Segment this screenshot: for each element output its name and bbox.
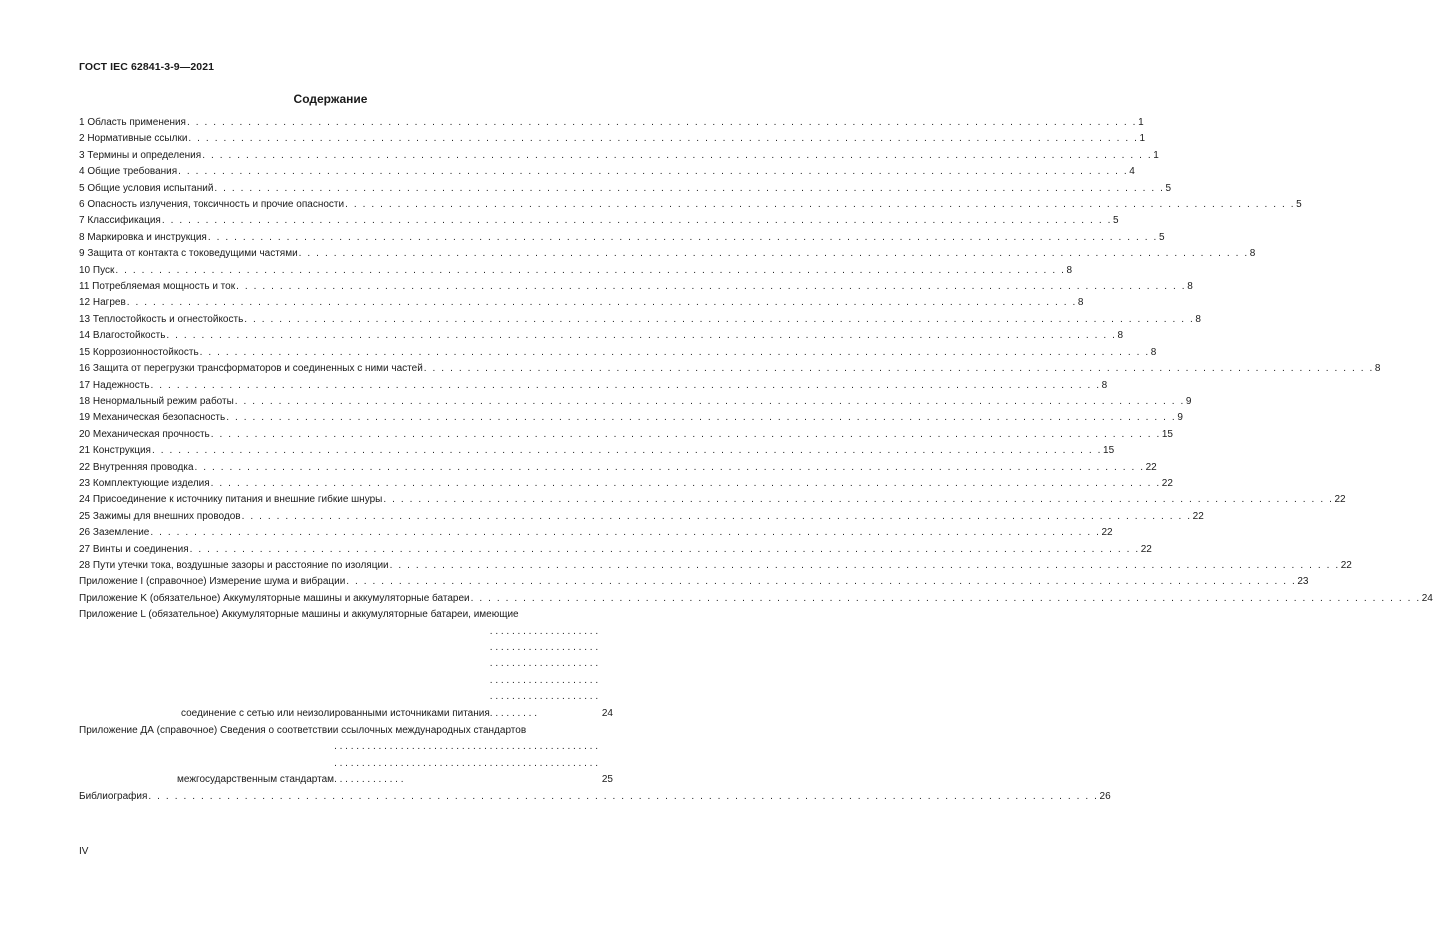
- toc-entry[interactable]: [79, 492, 1346, 508]
- toc-page-number: 22: [1140, 543, 1152, 555]
- toc-entry-label: 14 Влагостойкость: [79, 330, 166, 342]
- toc-entry-label: Приложение I (справочное) Измерение шума и вибрации: [79, 576, 346, 588]
- toc-page-number: 8: [1077, 297, 1084, 309]
- toc-entry-label: 27 Винты и соединения: [79, 543, 189, 555]
- toc-entry[interactable]: [79, 378, 1108, 394]
- toc-leader-dots: . . . . . . . . . . . . . . . . . . . . . . . . . . . . . . . . . . . . . . . . . . . . . . . . . . . . . . . . . . . . . . . . . . . . . . . . . . . . . . . . . . . . . . . . . . . . . . . . . . . . . . . . . . . . .: [334, 741, 599, 786]
- toc-entry[interactable]: [79, 460, 1157, 476]
- toc-leader-dots: . . . . . . . . . . . . . . . . . . . . . . . . . . . . . . . . . . . . . . . . . . . . . . . . . . . . . . . . . . . . . . . . . . . . . . . . . . . . . . . . . . . . . . . . . . . . . . . . . . . . . . . . . . . . .: [244, 313, 1195, 325]
- toc-page-number: 25: [601, 774, 613, 786]
- toc-leader-dots: . . . . . . . . . . . . . . . . . . . . . . . . . . . . . . . . . . . . . . . . . . . . . . . . . . . . . . . . . . . . . . . . . . . . . . . . . . . . . . . . . . . . . . . . . . . . . . . . . . . . . . . . . . . . .: [234, 395, 1185, 407]
- toc-page-number: 8: [1374, 363, 1381, 375]
- toc-leader-dots: . . . . . . . . . . . . . . . . . . . . . . . . . . . . . . . . . . . . . . . . . . . . . . . . . . . . . . . . . . . . . . . . . . . . . . . . . . . . . . . . . . . . . . . . . . . . . . . . . . . . . . . . . . . . .: [194, 461, 1145, 473]
- toc-leader-dots: . . . . . . . . . . . . . . . . . . . . . . . . . . . . . . . . . . . . . . . . . . . . . . . . . . . . . . . . . . . . . . . . . . . . . . . . . . . . . . . . . . . . . . . . . . . . . . . . . . . . . . . . . . . . .: [210, 477, 1161, 489]
- toc-page-number: 1: [1139, 133, 1146, 145]
- toc-entry[interactable]: [79, 345, 1157, 361]
- toc-entry[interactable]: [79, 197, 1302, 213]
- toc-entry-label: 12 Нагрев: [79, 297, 126, 309]
- toc-entry-label: 28 Пути утечки тока, воздушные зазоры и расстояние по изоляции: [79, 559, 389, 571]
- toc-page-number: 22: [1334, 494, 1346, 506]
- toc-entry[interactable]: [79, 525, 1113, 541]
- toc-entry-label: 18 Ненормальный режим работы: [79, 395, 234, 407]
- toc-page-number: 5: [1158, 231, 1165, 243]
- toc-leader-dots: . . . . . . . . . . . . . . . . . . . . . . . . . . . . . . . . . . . . . . . . . . . . . . . . . . . . . . . . . . . . . . . . . . . . . . . . . . . . . . . . . . . . . . . . . . . . . . . . . . . . . . . . . . . . .: [186, 117, 1138, 128]
- toc-entry-label-continued: соединение с сетью или неизолированными источниками питания: [181, 707, 490, 719]
- toc-leader-dots: . . . . . . . . . . . . . . . . . . . . . . . . . . . . . . . . . . . . . . . . . . . . . . . . . . . . . . . . . . . . . . . . . . . . . . . . . . . . . . . . . . . . . . . . . . . . . . . . . . . . . . . . . . . . .: [236, 281, 1187, 293]
- toc-page-number: 1: [1138, 117, 1144, 128]
- toc-page-number: 8: [1066, 264, 1073, 276]
- toc-page-number: 8: [1249, 248, 1256, 260]
- toc-leader-dots: . . . . . . . . . . . . . . . . . . . . . . . . . . . . . . . . . . . . . . . . . . . . . . . . . . . . . . . . . . . . . . . . . . . . . . . . . . . . . . . . . . . . . . . . . . . . . . . . . . . . . . . . . . . . .: [423, 363, 1374, 375]
- toc-entry-label-continued: межгосударственным стандартам: [177, 774, 335, 786]
- toc-leader-dots: . . . . . . . . . . . . . . . . . . . . . . . . . . . . . . . . . . . . . . . . . . . . . . . . . . . . . . . . . . . . . . . . . . . . . . . . . . . . . . . . . . . . . . . . . . . . . . . . . . . . . . . . . . . . .: [241, 510, 1192, 522]
- toc-entry[interactable]: [79, 361, 1381, 377]
- toc-leader-dots: . . . . . . . . . . . . . . . . . . . . . . . . . . . . . . . . . . . . . . . . . . . . . . . . . . . . . . . . . . . . . . . . . . . . . . . . . . . . . . . . . . . . . . . . . . . . . . . . . . . . . . . . . . . . .: [178, 166, 1129, 178]
- toc-entry[interactable]: [79, 263, 1073, 279]
- toc-entry-label: 3 Термины и определения: [79, 149, 202, 161]
- toc-page-number: 1: [1153, 149, 1159, 161]
- toc-entry[interactable]: [79, 443, 1115, 459]
- toc-entry-label: 21 Конструкция: [79, 445, 151, 457]
- toc-entry[interactable]: [79, 115, 1144, 131]
- toc-entry[interactable]: [79, 148, 1159, 164]
- toc-leader-dots: . . . . . . . . . . . . . . . . . . . . . . . . . . . . . . . . . . . . . . . . . . . . . . . . . . . . . . . . . . . . . . . . . . . . . . . . . . . . . . . . . . . . . . . . . . . . . . . . . . . . . . . . . . . . .: [126, 297, 1077, 309]
- toc-entry-label: 20 Механическая прочность: [79, 428, 210, 440]
- toc-page-number: 24: [1421, 592, 1433, 604]
- toc-leader-dots: . . . . . . . . . . . . . . . . . . . . . . . . . . . . . . . . . . . . . . . . . . . . . . . . . . . . . . . . . . . . . . . . . . . . . . . . . . . . . . . . . . . . . . . . . . . . . . . . . . . . . . . . . . . . .: [150, 527, 1101, 539]
- toc-leader-dots: . . . . . . . . . . . . . . . . . . . . . . . . . . . . . . . . . . . . . . . . . . . . . . . . . . . . . . . . . . . . . . . . . . . . . . . . . . . . . . . . . . . . . . . . . . . . . . . . . . . . . . . . . . . . .: [346, 576, 1297, 588]
- toc-page-number: 8: [1195, 313, 1201, 325]
- toc-page-number: 8: [1187, 281, 1193, 293]
- toc-entry-label: Приложение K (обязательное) Аккумуляторные машины и аккумуляторные батареи: [79, 592, 470, 604]
- toc-entry-label: 15 Коррозионностойкость: [79, 346, 199, 358]
- toc-page-number: 24: [601, 707, 613, 719]
- toc-entry[interactable]: [79, 246, 1256, 262]
- toc-leader-dots: . . . . . . . . . . . . . . . . . . . . . . . . . . . . . . . . . . . . . . . . . . . . . . . . . . . . . . . . . . . . . . . . . . . . . . . . . . . . . . . . . . . . . . . . . . . . . . . . . . . . . . . . . . . . .: [389, 559, 1340, 571]
- toc-page-number: 5: [1296, 199, 1302, 211]
- toc-page-number: 22: [1161, 477, 1173, 489]
- toc-page-number: 8: [1117, 330, 1124, 342]
- toc-page-number: 4: [1129, 166, 1135, 178]
- toc-entry-label: 5 Общие условия испытаний: [79, 182, 214, 194]
- toc-entry-label: 16 Защита от перегрузки трансформаторов и соединенных с ними частей: [79, 363, 423, 375]
- toc-entry[interactable]: [79, 509, 1204, 525]
- toc-page-number: 5: [1112, 215, 1119, 227]
- toc-entry[interactable]: [79, 558, 1352, 574]
- toc-page-number: 22: [1145, 461, 1157, 473]
- toc-leader-dots: . . . . . . . . . . . . . . . . . . . . . . . . . . . . . . . . . . . . . . . . . . . . . . . . . . . . . . . . . . . . . . . . . . . . . . . . . . . . . . . . . . . . . . . . . . . . . . . . . . . . . . . . . . . . .: [202, 149, 1153, 161]
- toc-leader-dots: . . . . . . . . . . . . . . . . . . . . . . . . . . . . . . . . . . . . . . . . . . . . . . . . . . . . . . . . . . . . . . . . . . . . . . . . . . . . . . . . . . . . . . . . . . . . . . . . . . . . . . . . . . . . .: [489, 625, 599, 719]
- toc-leader-dots: . . . . . . . . . . . . . . . . . . . . . . . . . . . . . . . . . . . . . . . . . . . . . . . . . . . . . . . . . . . . . . . . . . . . . . . . . . . . . . . . . . . . . . . . . . . . . . . . . . . . . . . . . . . . .: [150, 379, 1101, 391]
- toc-entry-label: 23 Комплектующие изделия: [79, 477, 210, 489]
- toc-entry-label: 24 Присоединение к источнику питания и внешние гибкие шнуры: [79, 494, 383, 506]
- toc-leader-dots: . . . . . . . . . . . . . . . . . . . . . . . . . . . . . . . . . . . . . . . . . . . . . . . . . . . . . . . . . . . . . . . . . . . . . . . . . . . . . . . . . . . . . . . . . . . . . . . . . . . . . . . . . . . . .: [226, 412, 1177, 424]
- toc-entry[interactable]: [79, 131, 1146, 147]
- toc-page-number: 8: [1150, 346, 1157, 358]
- toc-entry[interactable]: [79, 213, 1119, 229]
- document-header: ГОСТ IEC 62841-3-9—2021: [79, 61, 215, 73]
- toc-entry-label: 2 Нормативные ссылки: [79, 133, 188, 145]
- toc-page-number: 9: [1185, 395, 1192, 407]
- toc-entry[interactable]: [79, 181, 1172, 197]
- toc-entry-label: 13 Теплостойкость и огнестойкость: [79, 313, 244, 325]
- toc-page-number: 22: [1340, 559, 1352, 571]
- toc-leader-dots: . . . . . . . . . . . . . . . . . . . . . . . . . . . . . . . . . . . . . . . . . . . . . . . . . . . . . . . . . . . . . . . . . . . . . . . . . . . . . . . . . . . . . . . . . . . . . . . . . . . . . . . . . . . . .: [199, 346, 1150, 358]
- toc-leader-dots: . . . . . . . . . . . . . . . . . . . . . . . . . . . . . . . . . . . . . . . . . . . . . . . . . . . . . . . . . . . . . . . . . . . . . . . . . . . . . . . . . . . . . . . . . . . . . . . . . . . . . . . . . . . . .: [210, 428, 1161, 440]
- toc-entry[interactable]: [79, 279, 1193, 295]
- toc-entry-label: Библиография: [79, 790, 148, 802]
- toc-entry-label: 19 Механическая безопасность: [79, 412, 226, 424]
- toc-leader-dots: . . . . . . . . . . . . . . . . . . . . . . . . . . . . . . . . . . . . . . . . . . . . . . . . . . . . . . . . . . . . . . . . . . . . . . . . . . . . . . . . . . . . . . . . . . . . . . . . . . . . . . . . . . . . .: [214, 182, 1165, 194]
- toc-entry[interactable]: [79, 410, 1183, 426]
- toc-leader-dots: . . . . . . . . . . . . . . . . . . . . . . . . . . . . . . . . . . . . . . . . . . . . . . . . . . . . . . . . . . . . . . . . . . . . . . . . . . . . . . . . . . . . . . . . . . . . . . . . . . . . . . . . . . . . .: [161, 215, 1112, 227]
- toc-entry[interactable]: [79, 312, 1201, 328]
- page-title: Содержание: [293, 92, 368, 106]
- toc-entry[interactable]: [79, 230, 1165, 246]
- toc-entry[interactable]: [79, 542, 1152, 558]
- toc-entry-label: 4 Общие требования: [79, 166, 178, 178]
- toc-entry[interactable]: [79, 328, 1124, 344]
- toc-leader-dots: . . . . . . . . . . . . . . . . . . . . . . . . . . . . . . . . . . . . . . . . . . . . . . . . . . . . . . . . . . . . . . . . . . . . . . . . . . . . . . . . . . . . . . . . . . . . . . . . . . . . . . . . . . . . .: [148, 790, 1099, 802]
- toc-leader-dots: . . . . . . . . . . . . . . . . . . . . . . . . . . . . . . . . . . . . . . . . . . . . . . . . . . . . . . . . . . . . . . . . . . . . . . . . . . . . . . . . . . . . . . . . . . . . . . . . . . . . . . . . . . . . .: [345, 199, 1296, 211]
- toc-page-number: 26: [1099, 790, 1111, 802]
- toc-entry-label: 11 Потребляемая мощность и ток: [79, 281, 236, 293]
- page-number: IV: [79, 846, 89, 857]
- toc-entry-label: 6 Опасность излучения, токсичность и прочие опасности: [79, 199, 345, 211]
- toc-page-number: 23: [1297, 576, 1309, 588]
- toc-leader-dots: . . . . . . . . . . . . . . . . . . . . . . . . . . . . . . . . . . . . . . . . . . . . . . . . . . . . . . . . . . . . . . . . . . . . . . . . . . . . . . . . . . . . . . . . . . . . . . . . . . . . . . . . . . . . .: [115, 264, 1066, 276]
- toc-entry-label: 17 Надежность: [79, 379, 150, 391]
- toc-leader-dots: . . . . . . . . . . . . . . . . . . . . . . . . . . . . . . . . . . . . . . . . . . . . . . . . . . . . . . . . . . . . . . . . . . . . . . . . . . . . . . . . . . . . . . . . . . . . . . . . . . . . . . . . . . . . .: [207, 231, 1158, 243]
- toc-entry-label: 1 Область применения: [79, 117, 186, 128]
- toc-page-number: 15: [1103, 445, 1115, 457]
- toc-entry-label: Приложение L (обязательное) Аккумуляторные машины и аккумуляторные батареи, имеющие: [79, 609, 519, 621]
- toc-entry-label: 10 Пуск: [79, 264, 115, 276]
- toc-page-number: 22: [1101, 527, 1113, 539]
- toc-leader-dots: . . . . . . . . . . . . . . . . . . . . . . . . . . . . . . . . . . . . . . . . . . . . . . . . . . . . . . . . . . . . . . . . . . . . . . . . . . . . . . . . . . . . . . . . . . . . . . . . . . . . . . . . . . . . .: [298, 248, 1249, 260]
- toc-entry-label: 22 Внутренняя проводка: [79, 461, 194, 473]
- toc-leader-dots: . . . . . . . . . . . . . . . . . . . . . . . . . . . . . . . . . . . . . . . . . . . . . . . . . . . . . . . . . . . . . . . . . . . . . . . . . . . . . . . . . . . . . . . . . . . . . . . . . . . . . . . . . . . . .: [383, 494, 1334, 506]
- toc-entry-label: 7 Классификация: [79, 215, 161, 227]
- toc-entry-label: 25 Зажимы для внешних проводов: [79, 510, 241, 522]
- toc-page-number: 22: [1192, 510, 1204, 522]
- toc-leader-dots: . . . . . . . . . . . . . . . . . . . . . . . . . . . . . . . . . . . . . . . . . . . . . . . . . . . . . . . . . . . . . . . . . . . . . . . . . . . . . . . . . . . . . . . . . . . . . . . . . . . . . . . . . . . . .: [151, 445, 1103, 457]
- table-of-contents: [79, 115, 1433, 805]
- toc-leader-dots: . . . . . . . . . . . . . . . . . . . . . . . . . . . . . . . . . . . . . . . . . . . . . . . . . . . . . . . . . . . . . . . . . . . . . . . . . . . . . . . . . . . . . . . . . . . . . . . . . . . . . . . . . . . . .: [166, 330, 1117, 342]
- toc-entry[interactable]: [79, 295, 1084, 311]
- toc-leader-dots: . . . . . . . . . . . . . . . . . . . . . . . . . . . . . . . . . . . . . . . . . . . . . . . . . . . . . . . . . . . . . . . . . . . . . . . . . . . . . . . . . . . . . . . . . . . . . . . . . . . . . . . . . . . . .: [470, 592, 1421, 604]
- toc-page-number: 15: [1161, 428, 1173, 440]
- toc-page-number: 8: [1101, 379, 1108, 391]
- toc-page-number: 9: [1177, 412, 1183, 424]
- toc-page-number: 5: [1165, 182, 1172, 194]
- toc-leader-dots: . . . . . . . . . . . . . . . . . . . . . . . . . . . . . . . . . . . . . . . . . . . . . . . . . . . . . . . . . . . . . . . . . . . . . . . . . . . . . . . . . . . . . . . . . . . . . . . . . . . . . . . . . . . . .: [189, 543, 1140, 555]
- toc-entry[interactable]: [79, 476, 1173, 492]
- toc-entry-appendix-l[interactable]: [79, 607, 613, 722]
- toc-leader-dots: . . . . . . . . . . . . . . . . . . . . . . . . . . . . . . . . . . . . . . . . . . . . . . . . . . . . . . . . . . . . . . . . . . . . . . . . . . . . . . . . . . . . . . . . . . . . . . . . . . . . . . . . . . . . .: [188, 133, 1139, 145]
- toc-entry[interactable]: [79, 574, 1309, 590]
- toc-entry[interactable]: [79, 591, 1433, 607]
- toc-entry-bibliography[interactable]: [79, 789, 1111, 805]
- toc-entry[interactable]: [79, 394, 1192, 410]
- toc-entry-label: 8 Маркировка и инструкция: [79, 231, 207, 243]
- toc-list: [79, 115, 1433, 607]
- toc-entry[interactable]: [79, 427, 1173, 443]
- toc-entry-appendix-da[interactable]: [79, 723, 613, 789]
- toc-entry-label: Приложение ДА (справочное) Сведения о соответствии ссылочных международных стандартов: [79, 725, 527, 737]
- toc-entry[interactable]: [79, 164, 1135, 180]
- toc-entry-label: 26 Заземление: [79, 527, 150, 539]
- toc-entry-label: 9 Защита от контакта с токоведущими частями: [79, 248, 298, 260]
